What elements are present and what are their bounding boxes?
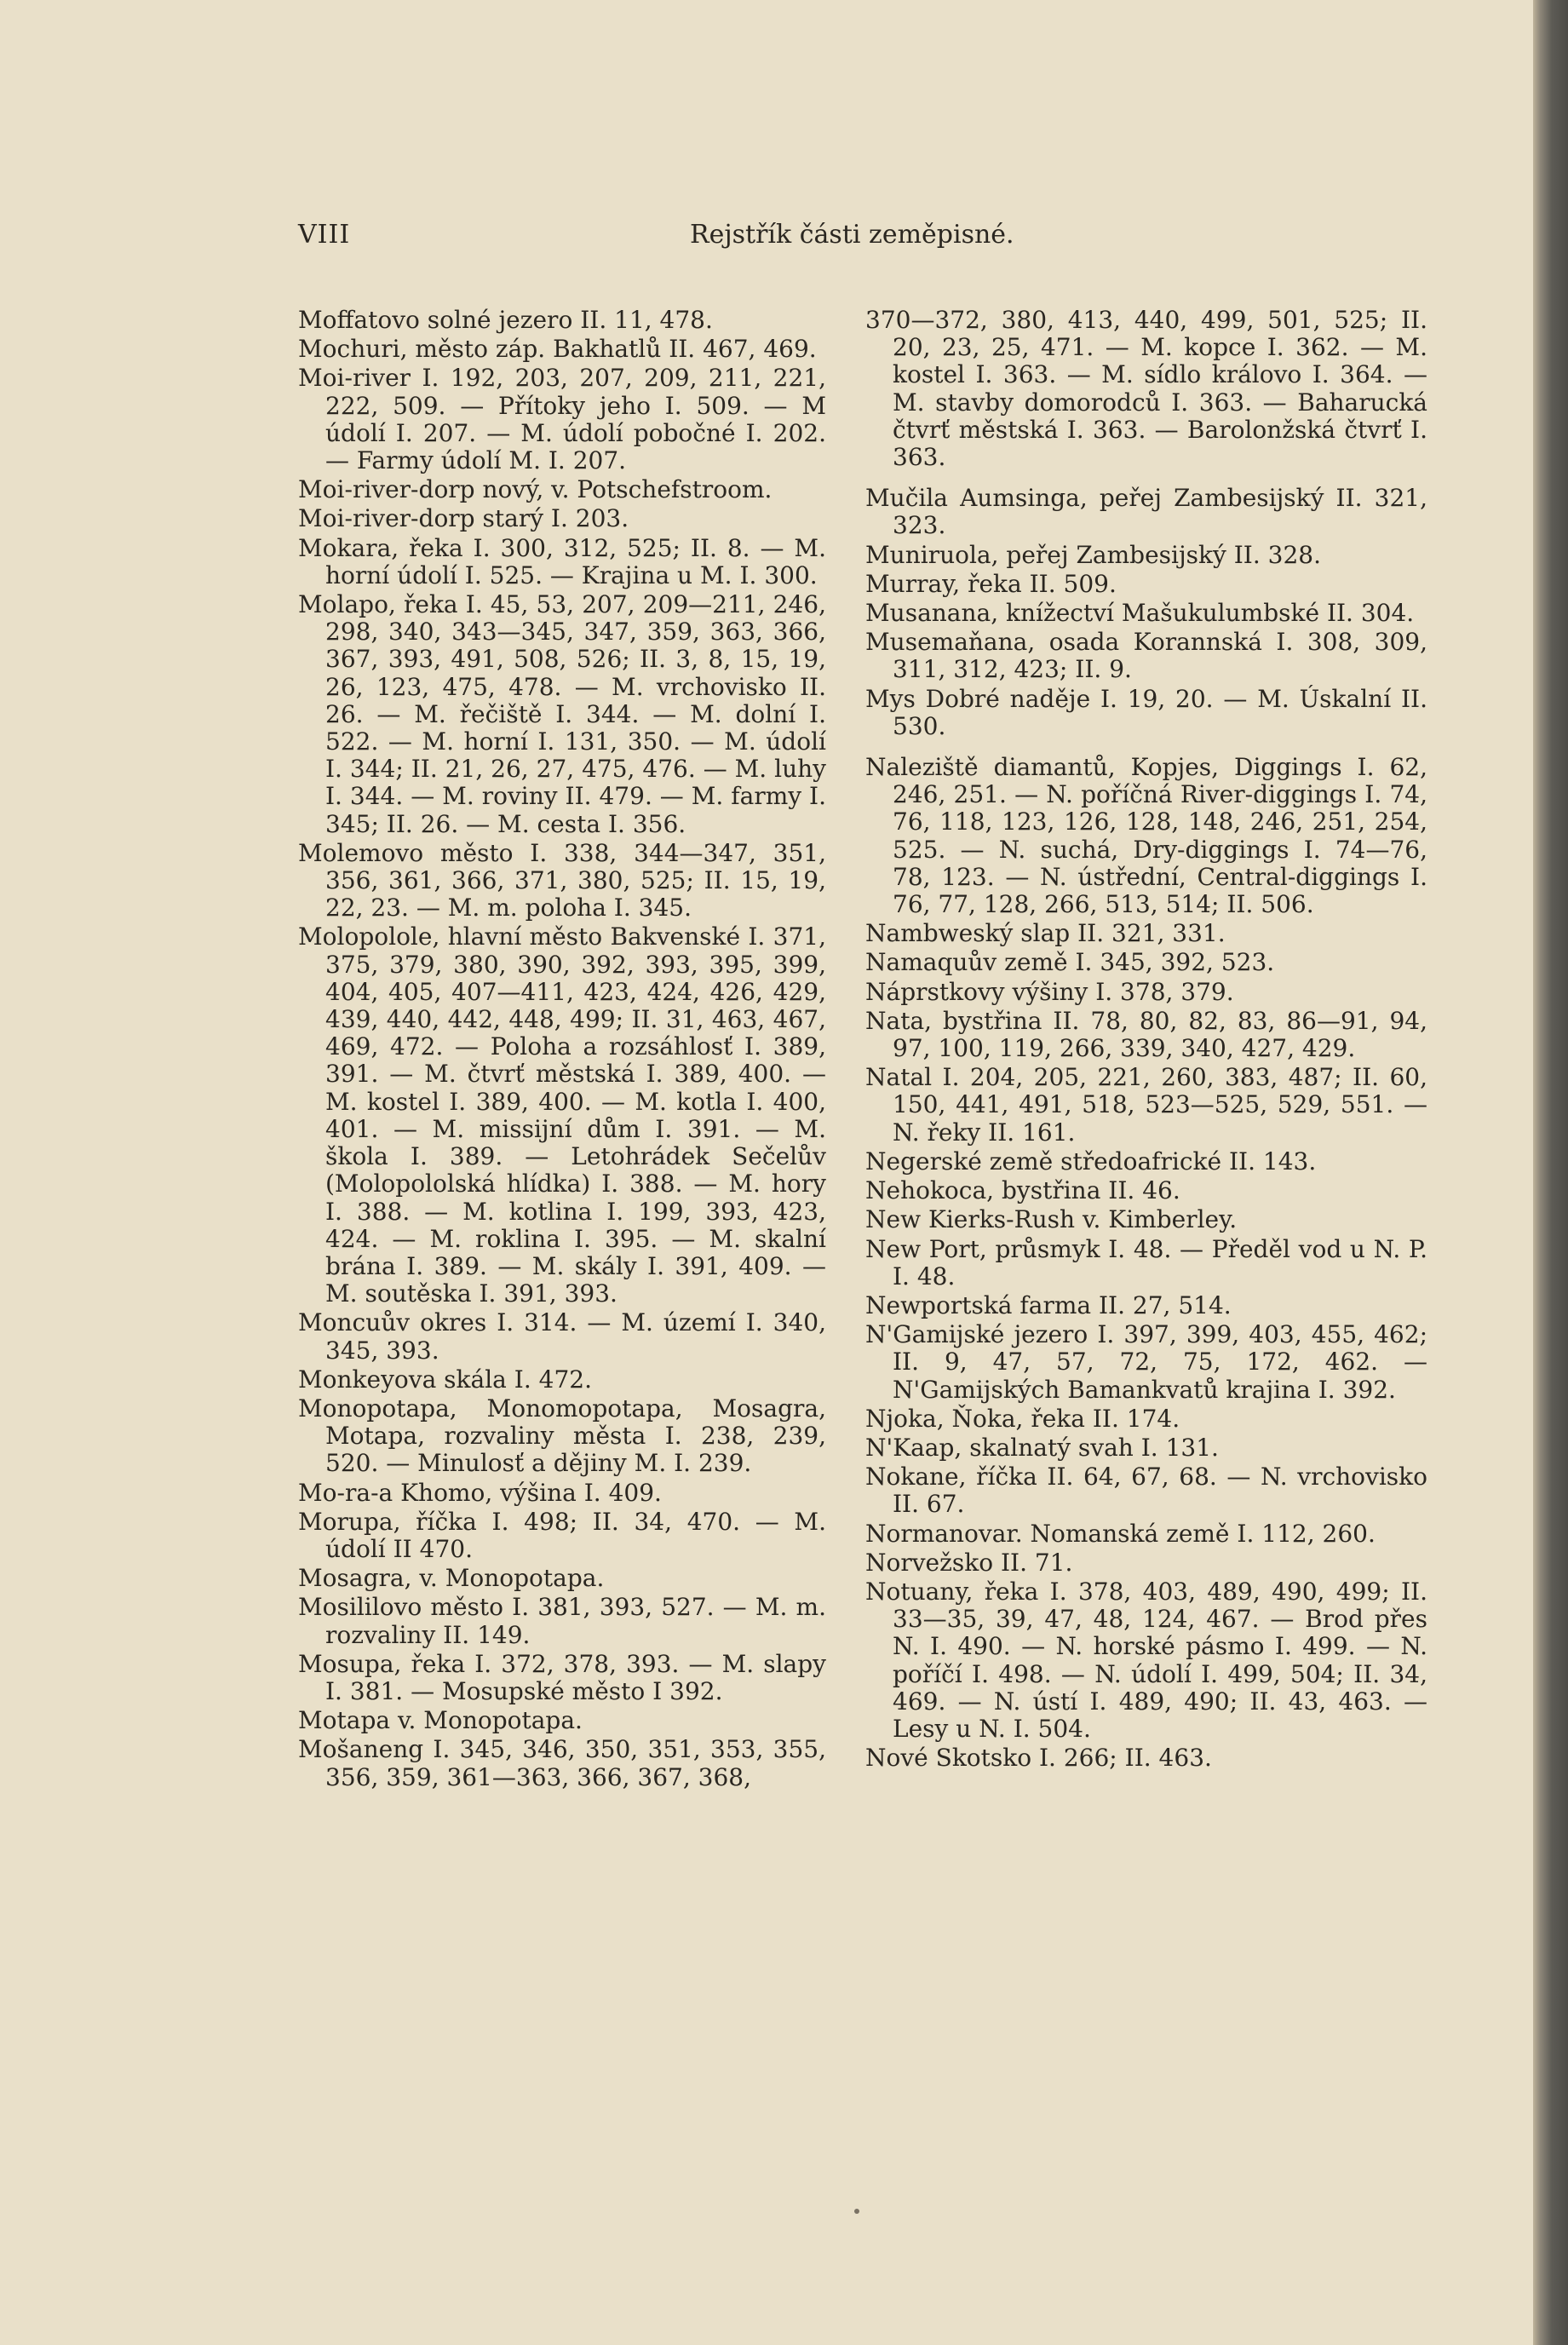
index-entry: Molemovo město I. 338, 344—347, 351, 356, 361, 366, 371, 380, 525; II. 15, 19, 22, 23. — M. m. poloha I. 345.: [298, 838, 826, 922]
index-entry: Njoka, Ňoka, řeka II. 174.: [865, 1404, 1180, 1433]
index-entry: Namaquův země I. 345, 392, 523.: [865, 948, 1275, 977]
index-entry: Muniruola, peřej Zambesijský II. 328.: [865, 540, 1321, 569]
index-entry: Natal I. 204, 205, 221, 260, 383, 487; II. 60, 150, 441, 491, 518, 523—525, 529, 551. — N. řeky II. 161.: [865, 1063, 1427, 1147]
index-entry: N'Gamijské jezero I. 397, 399, 403, 455, 462; II. 9, 47, 57, 72, 75, 172, 462. — N'Gamijských Bamankvatů krajina I. 392.: [865, 1320, 1427, 1404]
index-entry: Nokane, říčka II. 64, 67, 68. — N. vrchovisko II. 67.: [865, 1463, 1427, 1519]
index-entry: Mo-ra-a Khomo, výšina I. 409.: [298, 1478, 662, 1507]
index-entry: Monkeyova skála I. 472.: [298, 1365, 592, 1394]
index-entry: Moi-river I. 192, 203, 207, 209, 211, 221, 222, 509. — Přítoky jeho I. 509. — M údolí I. 207. — M. údolí pobočné I. 202. — Farmy údolí M. I. 207.: [298, 364, 826, 475]
index-entry: Newportská farma II. 27, 514.: [865, 1290, 1232, 1319]
index-entry: Musemaňana, osada Korannská I. 308, 309, 311, 312, 423; II. 9.: [865, 628, 1427, 684]
index-entry: Molapo, řeka I. 45, 53, 207, 209—211, 246, 298, 340, 343—345, 347, 359, 363, 366, 367, 393, 491, 508, 526; II. 3, 8, 15, 19, 26, 123, 475, 478. — M. vrchovisko II. 26. — M. řečiště I. 344. — M. dolní I. 522. — M. horní I. 131, 350. — M. údolí I. 344; II. 21, 26, 27, 475, 476. — M. luhy I. 344. — M. roviny II. 479. — M. farmy I. 345; II. 26. — M. cesta I. 356.: [298, 590, 826, 838]
index-entry: New Port, průsmyk I. 48. — Předěl vod u N. P. I. 48.: [865, 1234, 1427, 1290]
index-entry: Moffatovo solné jezero II. 11, 478.: [298, 306, 713, 334]
running-title: Rejstřík části zeměpisné.: [690, 220, 1014, 250]
index-entry: Mošaneng I. 345, 346, 350, 351, 353, 355, 356, 359, 361—363, 366, 367, 368,: [298, 1735, 826, 1791]
index-entry: Naleziště diamantů, Kopjes, Diggings I. 62, 246, 251. — N. poříčná River-diggings I. 74, 76, 118, 123, 126, 128, 148, 246, 251, 254, 525. — N. suchá, Dry-diggings I. 74—76, 78, 123. — N. ústřední, Central-diggings I. 76, 77, 128, 266, 513, 514; II. 506.: [865, 753, 1427, 919]
index-entry: Normanovar. Nomanská země I. 112, 260.: [865, 1519, 1376, 1548]
index-entry: Nata, bystřina II. 78, 80, 82, 83, 86—91, 94, 97, 100, 119, 266, 339, 340, 427, 429.: [865, 1006, 1427, 1063]
index-entry: Negerské země středoafrické II. 143.: [865, 1147, 1317, 1175]
index-entry: Monopotapa, Monomopotapa, Mosagra, Motapa, rozvaliny města I. 238, 239, 520. — Minulosť a dějiny M. I. 239.: [298, 1394, 826, 1478]
page-header: [298, 220, 1516, 254]
index-entry: Mokara, řeka I. 300, 312, 525; II. 8. — M. horní údolí I. 525. — Krajina u M. I. 300.: [298, 533, 826, 589]
paper-speck: [854, 2209, 859, 2214]
index-entry: New Kierks-Rush v. Kimberley.: [865, 1205, 1238, 1234]
index-entry: Mosililovo město I. 381, 393, 527. — M. m. rozvaliny II. 149.: [298, 1593, 826, 1649]
index-entry: Mosagra, v. Monopotapa.: [298, 1564, 605, 1593]
index-entry: Mys Dobré naděje I. 19, 20. — M. Úskalní II. 530.: [865, 684, 1427, 740]
index-entry: Nehokoca, bystřina II. 46.: [865, 1176, 1180, 1205]
index-column-right: [865, 307, 1427, 1773]
index-entry: Murray, řeka II. 509.: [865, 569, 1117, 598]
index-entry: Náprstkovy výšiny I. 378, 379.: [865, 977, 1234, 1006]
index-entry: Notuany, řeka I. 378, 403, 489, 490, 499; II. 33—35, 39, 47, 48, 124, 467. — Brod přes N. I. 490. — N. horské pásmo I. 499. — N. poříčí I. 498. — N. údolí I. 499, 504; II. 34, 469. — N. ústí I. 489, 490; II. 43, 463. — Lesy u N. I. 504.: [865, 1577, 1427, 1743]
index-entry: Mučila Aumsinga, peřej Zambesijský II. 321, 323.: [865, 484, 1427, 540]
index-entry: Moi-river-dorp starý I. 203.: [298, 504, 629, 533]
index-entry: Nové Skotsko I. 266; II. 463.: [865, 1744, 1212, 1773]
index-entry: Mosupa, řeka I. 372, 378, 393. — M. slapy I. 381. — Mosupské město I 392.: [298, 1649, 826, 1705]
index-entry: N'Kaap, skalnatý svah I. 131.: [865, 1433, 1219, 1462]
index-entry: Norvežsko II. 71.: [865, 1548, 1073, 1577]
index-column-left: [298, 307, 826, 1793]
index-entry: Nambweský slap II. 321, 331.: [865, 919, 1226, 948]
index-entry: Musanana, knížectví Mašukulumbské II. 304.: [865, 599, 1415, 628]
page-number: VIII: [298, 220, 351, 250]
index-entry: Motapa v. Monopotapa.: [298, 1706, 583, 1735]
book-binding-edge: [1533, 0, 1568, 2345]
index-entry: Mochuri, město záp. Bakhatlů II. 467, 469.: [298, 335, 817, 364]
index-entry: 370—372, 380, 413, 440, 499, 501, 525; II. 20, 23, 25, 471. — M. kopce I. 362. — M. kostel I. 363. — M. sídlo královo I. 364. — M. stavby domorodců I. 363. — Baharucká čtvrť městská I. 363. — Barolonžská čtvrť I. 363.: [865, 306, 1427, 472]
index-entry: Molopolole, hlavní město Bakvenské I. 371, 375, 379, 380, 390, 392, 393, 395, 399, 404, 405, 407—411, 423, 424, 426, 429, 439, 440, 442, 448, 499; II. 31, 463, 467, 469, 472. — Poloha a rozsáhlosť I. 389, 391. — M. čtvrť městská I. 389, 400. — M. kostel I. 389, 400. — M. kotla I. 400, 401. — M. missijní dům I. 391. — M. škola I. 389. — Letohrádek Sečelův (Molopololská hlídka) I. 388. — M. hory I. 388. — M. kotlina I. 199, 393, 423, 424. — M. roklina I. 395. — M. skalní brána I. 389. — M. skály I. 391, 409. — M. soutěska I. 391, 393.: [298, 922, 826, 1308]
index-entry: Morupa, říčka I. 498; II. 34, 470. — M. údolí II 470.: [298, 1507, 826, 1563]
index-entry: Moi-river-dorp nový, v. Potschefstroom.: [298, 475, 773, 504]
index-entry: Moncuův okres I. 314. — M. území I. 340, 345, 393.: [298, 1308, 826, 1365]
